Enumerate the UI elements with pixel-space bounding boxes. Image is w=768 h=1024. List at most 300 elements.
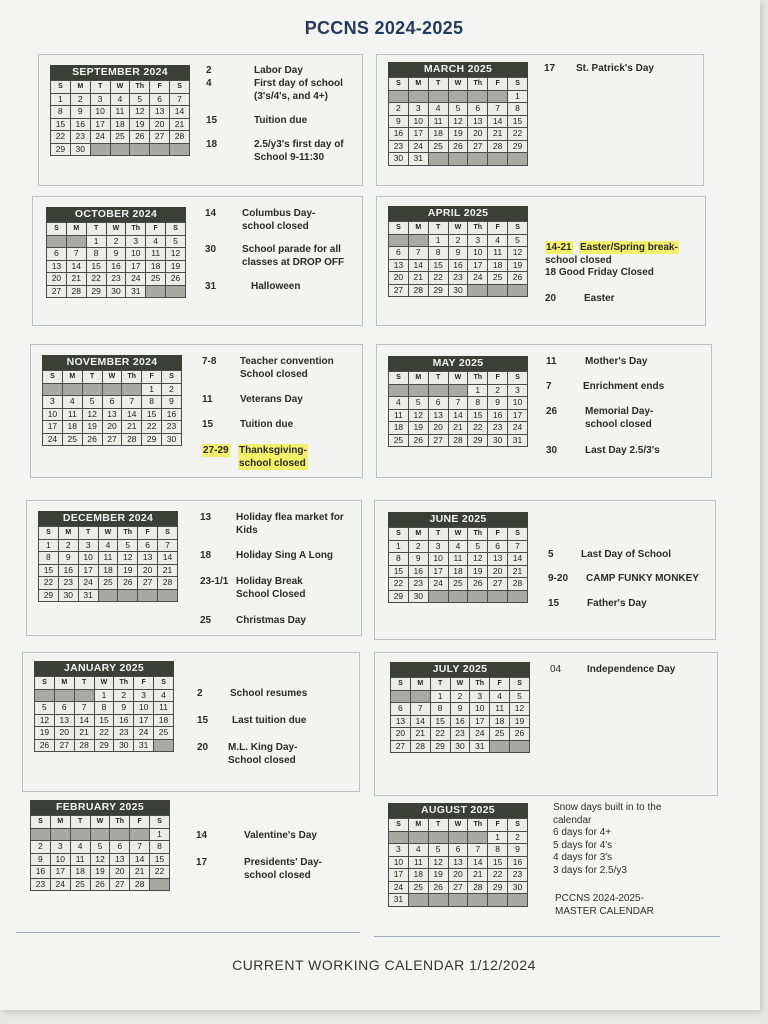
- day-cell: 13: [47, 260, 67, 273]
- day-cell: 18: [428, 128, 448, 141]
- day-cell: 7: [488, 103, 508, 116]
- day-cell: 11: [154, 702, 174, 715]
- day-cell: 14: [448, 409, 468, 422]
- day-cell: 22: [508, 128, 528, 141]
- day-cell: 17: [50, 866, 70, 879]
- day-cell: 16: [448, 259, 468, 272]
- day-cell: 14: [468, 856, 488, 869]
- event-item: 20 M.L. King Day- School closed: [197, 742, 298, 766]
- day-cell: 5: [468, 540, 488, 553]
- day-cell: 12: [428, 856, 448, 869]
- month-calendar: [30, 800, 170, 891]
- weekday-header: M: [408, 528, 428, 541]
- empty-day-cell: [130, 828, 150, 841]
- empty-day-cell: [488, 153, 508, 166]
- weekday-header: M: [70, 81, 90, 94]
- weekday-header: S: [31, 816, 51, 829]
- day-cell: 24: [50, 878, 70, 891]
- day-cell: 31: [134, 739, 154, 752]
- month-calendar: [388, 62, 528, 166]
- month-grid: [30, 815, 170, 891]
- day-cell: 6: [138, 539, 158, 552]
- day-cell: 25: [110, 131, 130, 144]
- weekday-header: M: [50, 816, 70, 829]
- day-cell: 26: [468, 578, 488, 591]
- day-cell: 2: [58, 539, 78, 552]
- weekday-header: S: [508, 819, 528, 832]
- day-cell: 21: [158, 564, 178, 577]
- day-cell: 2: [508, 831, 528, 844]
- day-cell: 14: [66, 260, 86, 273]
- day-cell: 5: [166, 235, 186, 248]
- day-cell: 22: [430, 728, 450, 741]
- day-cell: 28: [122, 433, 142, 446]
- day-cell: 17: [78, 564, 98, 577]
- day-cell: 18: [70, 866, 90, 879]
- empty-day-cell: [428, 153, 448, 166]
- day-cell: 22: [86, 273, 106, 286]
- month-grid: [388, 221, 528, 297]
- day-cell: 13: [110, 853, 130, 866]
- empty-day-cell: [118, 589, 138, 602]
- empty-day-cell: [50, 828, 70, 841]
- day-cell: 11: [490, 703, 510, 716]
- day-cell: 23: [70, 131, 90, 144]
- day-cell: 12: [468, 553, 488, 566]
- weekday-header: F: [488, 528, 508, 541]
- day-cell: 19: [468, 565, 488, 578]
- day-cell: 22: [389, 578, 409, 591]
- day-cell: 17: [428, 565, 448, 578]
- day-cell: 8: [430, 703, 450, 716]
- day-cell: 24: [90, 131, 110, 144]
- day-cell: 10: [43, 408, 63, 421]
- day-cell: 19: [82, 421, 102, 434]
- day-cell: 17: [408, 128, 428, 141]
- day-cell: 4: [389, 397, 409, 410]
- empty-day-cell: [468, 284, 488, 297]
- day-cell: 14: [410, 715, 430, 728]
- day-cell: 20: [138, 564, 158, 577]
- day-cell: 14: [170, 106, 190, 119]
- empty-day-cell: [508, 590, 528, 603]
- day-cell: 7: [410, 703, 430, 716]
- day-cell: 7: [74, 702, 94, 715]
- day-cell: 10: [428, 553, 448, 566]
- day-cell: 24: [408, 140, 428, 153]
- day-cell: 1: [488, 831, 508, 844]
- weekday-header: Th: [468, 78, 488, 91]
- calendar-page: PCCNS 2024-2025 SEPTEMBER 2024 S M T W Th F S 1 2 3 4 5 6 7 8 9 10 11 12 13 14 15 16 17 18 19 20 21 22 23 24 25 26 27 28 29 30 OCTOBER 2024 S M T W Th F S 1 2 3 4 5 6 7 8 9 10 11 12 13 14 15 16 17 18 19 20 21 22 23 24 25 26 27 28 29 30 31 NOVEMBER 2024 S M T W Th F S 1 2 3 4 5 6 7 8 9 10 11 12 13 14 15 16 17 18 19 20 21 22 23 24 25 26 27 28 29 30 DECEMBER 2024 S M T W Th F S 1 2 3 4 5 6 7 8 9 10 11 12 13 14 15 16 17 18 19 20 21 22 23 24 25 26 27 28 29 30 31 JANUARY 2025 S M T W Th F S 1 2 3 4 5 6 7 8 9 10 11 12 13 14 15 16 17 18 19 20 21 22 23 24 25 26 27 28 29 30 31 FEBRUARY 2025 S M T W Th F S 1 2 3 4 5 6 7 8 9 10 11 12 13 14 15 16 17 18 19 20 21 22 23 24 25 26 27 28 MARCH 2025 S M T W Th F S 1 2 3 4 5 6 7 8 9 10 11 12 13 14 15 16 17 18 19 20 21 22 23 24 25 26 27 28 29 30 31 APRIL 2025 S M T W Th F S 1 2 3 4 5 6 7 8 9 10 11 12 13 14 15 16 17 18 19 20 21 22 23 24 25 26 27 28 29 30 MAY 2025 S M T W Th F S 1 2 3 4 5 6 7 8 9 10 11 12 13 14 15 16 17 18 19 20 21 22 23 24 25 26 27 28 29 30 31 JUNE 2025 S M T W Th F S 1 2 3 4 5 6 7 8 9 10 11 12 13 14 15 16 17 18 19 20 21 22 23 24 25 26 27 28 29 30 JULY 2025 S M T W Th F S 1 2 3 4 5 6 7 8 9 10 11 12 13 14 15 16 17 18 19 20 21 22 23 24 25 26 27 28 29 30 31 AUGUST 2025 S M T W Th F S 1 2 3 4 5 6 7 8 9 10 11 12 13 14 15 16 17 18 19 20 21 22 23 24 25 26 27 28 29 30 31 2 Labor Day 4 First day of school (3's/4's, and 4+) 15 Tuition due 18 2.5/y3's first day of School 9-11:30 14 Columbus Day- school closed 30 School parade for all classes at DROP OFF 31 Halloween 7-8 Teacher convention School closed 11 Veterans Day 15 Tuition due 27-29 Thanksgiving- school closed 13 Holiday flea market for Kids 18 Holiday Sing A Long 23-1/1 Holiday Break School Closed 25 Christmas Day 2 School resumes 15 Last tuition due 20 M.L. King Day- School closed 14 Valentine's Day 17 Presidents' Day- school closed 17 St. Patrick's Day 14-21 Easter/Spring break- school closed 18 Good Friday Closed 20 Easter 11 Mother's Day 7 Enrichment ends 26 Memorial Day- school closed 30 Last Day 2.5/3's 5 Last Day of School 9-20 CAMP FUNKY MONKEY 15 Father's Day 04 Independence Day Snow days built in to the calendar 6 days for 4+ 5 days for 4's 4 days for 3's 3 days for 2.5/y3 PCCNS 2024-2025- MASTER CALENDAR CURRENT WORKING CALENDAR 1/12/2024: [0, 0, 760, 1010]
- day-cell: 12: [90, 853, 110, 866]
- empty-day-cell: [488, 284, 508, 297]
- day-cell: 2: [106, 235, 126, 248]
- weekday-header: F: [134, 677, 154, 690]
- day-cell: 19: [90, 866, 110, 879]
- empty-day-cell: [146, 285, 166, 298]
- day-cell: 24: [78, 577, 98, 590]
- day-cell: 17: [508, 409, 528, 422]
- day-cell: 5: [510, 690, 530, 703]
- weekday-header: T: [74, 677, 94, 690]
- month-grid: [46, 222, 186, 298]
- day-cell: 22: [51, 131, 71, 144]
- weekday-header: W: [450, 678, 470, 691]
- month-title: AUGUST 2025: [388, 803, 528, 818]
- day-cell: 27: [150, 131, 170, 144]
- weekday-header: M: [66, 223, 86, 236]
- day-cell: 4: [408, 844, 428, 857]
- empty-day-cell: [389, 384, 409, 397]
- weekday-header: S: [51, 81, 71, 94]
- day-cell: 28: [410, 740, 430, 753]
- empty-day-cell: [31, 828, 51, 841]
- day-cell: 24: [389, 881, 409, 894]
- weekday-header: S: [391, 678, 411, 691]
- day-cell: 5: [90, 841, 110, 854]
- day-cell: 20: [488, 565, 508, 578]
- day-cell: 16: [508, 856, 528, 869]
- day-cell: 4: [146, 235, 166, 248]
- day-cell: 26: [510, 728, 530, 741]
- day-cell: 12: [508, 247, 528, 260]
- empty-day-cell: [448, 831, 468, 844]
- day-cell: 23: [508, 869, 528, 882]
- day-cell: 10: [408, 115, 428, 128]
- empty-day-cell: [410, 690, 430, 703]
- empty-day-cell: [150, 143, 170, 156]
- day-cell: 1: [94, 689, 114, 702]
- day-cell: 4: [490, 690, 510, 703]
- day-cell: 21: [130, 866, 150, 879]
- day-cell: 17: [389, 869, 409, 882]
- day-cell: 3: [50, 841, 70, 854]
- weekday-header: M: [408, 78, 428, 91]
- weekday-header: F: [488, 222, 508, 235]
- day-cell: 6: [150, 93, 170, 106]
- month-title: DECEMBER 2024: [38, 511, 178, 526]
- empty-day-cell: [62, 383, 82, 396]
- month-title: NOVEMBER 2024: [42, 355, 182, 370]
- day-cell: 31: [508, 434, 528, 447]
- event-item: 26 Memorial Day- school closed: [546, 406, 654, 430]
- day-cell: 5: [118, 539, 138, 552]
- weekday-header: M: [408, 819, 428, 832]
- day-cell: 3: [134, 689, 154, 702]
- day-cell: 15: [468, 409, 488, 422]
- day-cell: 1: [39, 539, 59, 552]
- weekday-header: T: [428, 78, 448, 91]
- empty-day-cell: [170, 143, 190, 156]
- day-cell: 23: [162, 421, 182, 434]
- day-cell: 8: [508, 103, 528, 116]
- day-cell: 21: [410, 728, 430, 741]
- day-cell: 29: [508, 140, 528, 153]
- day-cell: 28: [170, 131, 190, 144]
- day-cell: 5: [508, 234, 528, 247]
- weekday-header: T: [428, 372, 448, 385]
- month-calendar: [50, 65, 190, 156]
- day-cell: 26: [448, 140, 468, 153]
- day-cell: 23: [450, 728, 470, 741]
- month-title: SEPTEMBER 2024: [50, 65, 190, 80]
- empty-day-cell: [110, 143, 130, 156]
- day-cell: 25: [408, 881, 428, 894]
- page-title: PCCNS 2024-2025: [304, 18, 464, 38]
- day-cell: 25: [488, 272, 508, 285]
- day-cell: 9: [408, 553, 428, 566]
- empty-day-cell: [391, 690, 411, 703]
- day-cell: 15: [94, 714, 114, 727]
- day-cell: 18: [98, 564, 118, 577]
- event-item: 17 Presidents' Day- school closed: [196, 857, 322, 881]
- day-cell: 24: [126, 273, 146, 286]
- day-cell: 23: [448, 272, 468, 285]
- day-cell: 28: [408, 284, 428, 297]
- empty-day-cell: [98, 589, 118, 602]
- day-cell: 4: [70, 841, 90, 854]
- month-calendar: [46, 207, 186, 298]
- day-cell: 1: [430, 690, 450, 703]
- day-cell: 4: [448, 540, 468, 553]
- day-cell: 30: [162, 433, 182, 446]
- day-cell: 9: [106, 248, 126, 261]
- empty-day-cell: [468, 590, 488, 603]
- day-cell: 23: [488, 422, 508, 435]
- day-cell: 31: [126, 285, 146, 298]
- empty-day-cell: [488, 590, 508, 603]
- day-cell: 2: [450, 690, 470, 703]
- day-cell: 13: [138, 552, 158, 565]
- day-cell: 17: [126, 260, 146, 273]
- month-calendar: [388, 356, 528, 447]
- month-grid: [388, 77, 528, 166]
- day-cell: 15: [150, 853, 170, 866]
- empty-day-cell: [448, 384, 468, 397]
- weekday-header: S: [166, 223, 186, 236]
- day-cell: 19: [428, 869, 448, 882]
- day-cell: 10: [508, 397, 528, 410]
- event-item: 13 Holiday flea market for Kids: [200, 512, 344, 536]
- day-cell: 22: [94, 727, 114, 740]
- day-cell: 7: [130, 841, 150, 854]
- day-cell: 2: [162, 383, 182, 396]
- day-cell: 9: [488, 397, 508, 410]
- day-cell: 2: [389, 103, 409, 116]
- month-title: APRIL 2025: [388, 206, 528, 221]
- day-cell: 16: [450, 715, 470, 728]
- month-calendar: [42, 355, 182, 446]
- empty-day-cell: [408, 90, 428, 103]
- weekday-header: M: [410, 678, 430, 691]
- day-cell: 7: [122, 396, 142, 409]
- weekday-header: Th: [468, 819, 488, 832]
- day-cell: 9: [31, 853, 51, 866]
- weekday-header: S: [389, 528, 409, 541]
- weekday-header: Th: [130, 81, 150, 94]
- day-cell: 1: [142, 383, 162, 396]
- day-cell: 2: [408, 540, 428, 553]
- weekday-header: W: [98, 527, 118, 540]
- day-cell: 13: [428, 409, 448, 422]
- weekday-header: T: [430, 678, 450, 691]
- day-cell: 12: [118, 552, 138, 565]
- day-cell: 3: [126, 235, 146, 248]
- weekday-header: Th: [110, 816, 130, 829]
- weekday-header: M: [54, 677, 74, 690]
- weekday-header: F: [130, 816, 150, 829]
- day-cell: 15: [428, 259, 448, 272]
- day-cell: 26: [130, 131, 150, 144]
- day-cell: 3: [428, 540, 448, 553]
- day-cell: 11: [70, 853, 90, 866]
- day-cell: 25: [448, 578, 468, 591]
- day-cell: 8: [389, 553, 409, 566]
- day-cell: 20: [448, 869, 468, 882]
- day-cell: 18: [146, 260, 166, 273]
- event-item: 14 Columbus Day- school closed: [205, 208, 316, 232]
- weekday-header: W: [448, 222, 468, 235]
- empty-day-cell: [508, 284, 528, 297]
- day-cell: 1: [150, 828, 170, 841]
- day-cell: 27: [138, 577, 158, 590]
- weekday-header: S: [389, 372, 409, 385]
- day-cell: 25: [154, 727, 174, 740]
- weekday-header: F: [138, 527, 158, 540]
- day-cell: 25: [428, 140, 448, 153]
- weekday-header: W: [106, 223, 126, 236]
- day-cell: 8: [428, 247, 448, 260]
- day-cell: 12: [82, 408, 102, 421]
- day-cell: 3: [470, 690, 490, 703]
- empty-day-cell: [389, 90, 409, 103]
- day-cell: 16: [162, 408, 182, 421]
- day-cell: 6: [448, 844, 468, 857]
- day-cell: 16: [58, 564, 78, 577]
- day-cell: 1: [468, 384, 488, 397]
- day-cell: 29: [428, 284, 448, 297]
- day-cell: 24: [508, 422, 528, 435]
- day-cell: 8: [39, 552, 59, 565]
- day-cell: 16: [106, 260, 126, 273]
- day-cell: 11: [62, 408, 82, 421]
- day-cell: 20: [110, 866, 130, 879]
- day-cell: 19: [510, 715, 530, 728]
- day-cell: 25: [98, 577, 118, 590]
- month-grid: [42, 370, 182, 446]
- weekday-header: T: [70, 816, 90, 829]
- day-cell: 5: [35, 702, 55, 715]
- event-item: 23-1/1 Holiday Break School Closed: [200, 576, 306, 600]
- weekday-header: Th: [122, 371, 142, 384]
- day-cell: 8: [51, 106, 71, 119]
- empty-day-cell: [122, 383, 142, 396]
- day-cell: 20: [389, 272, 409, 285]
- day-cell: 2: [488, 384, 508, 397]
- weekday-header: F: [488, 78, 508, 91]
- day-cell: 6: [428, 397, 448, 410]
- weekday-header: S: [389, 78, 409, 91]
- day-cell: 28: [488, 140, 508, 153]
- weekday-header: Th: [126, 223, 146, 236]
- day-cell: 21: [488, 128, 508, 141]
- day-cell: 2: [114, 689, 134, 702]
- weekday-header: T: [82, 371, 102, 384]
- day-cell: 14: [122, 408, 142, 421]
- day-cell: 27: [468, 140, 488, 153]
- day-cell: 19: [35, 727, 55, 740]
- day-cell: 15: [86, 260, 106, 273]
- month-calendar: [388, 512, 528, 603]
- day-cell: 5: [408, 397, 428, 410]
- day-cell: 22: [488, 869, 508, 882]
- day-cell: 9: [450, 703, 470, 716]
- day-cell: 4: [154, 689, 174, 702]
- day-cell: 31: [389, 894, 409, 907]
- day-cell: 22: [428, 272, 448, 285]
- day-cell: 6: [110, 841, 130, 854]
- day-cell: 30: [488, 434, 508, 447]
- day-cell: 4: [488, 234, 508, 247]
- day-cell: 3: [90, 93, 110, 106]
- day-cell: 30: [58, 589, 78, 602]
- day-cell: 18: [490, 715, 510, 728]
- day-cell: 9: [389, 115, 409, 128]
- empty-day-cell: [154, 739, 174, 752]
- day-cell: 19: [130, 118, 150, 131]
- day-cell: 12: [35, 714, 55, 727]
- day-cell: 27: [391, 740, 411, 753]
- empty-day-cell: [47, 235, 67, 248]
- day-cell: 11: [428, 115, 448, 128]
- weekday-header: W: [94, 677, 114, 690]
- weekday-header: T: [428, 819, 448, 832]
- snow-days-note: Snow days built in to the calendar 6 days for 4+ 5 days for 4's 4 days for 3's 3 days for 2.5/y3: [553, 802, 662, 876]
- empty-day-cell: [74, 689, 94, 702]
- month-calendar: [38, 511, 178, 602]
- weekday-header: Th: [468, 372, 488, 385]
- bottom-rule-right: [374, 936, 720, 937]
- day-cell: 6: [54, 702, 74, 715]
- day-cell: 29: [86, 285, 106, 298]
- day-cell: 11: [98, 552, 118, 565]
- day-cell: 4: [428, 103, 448, 116]
- day-cell: 17: [134, 714, 154, 727]
- day-cell: 27: [47, 285, 67, 298]
- day-cell: 4: [62, 396, 82, 409]
- day-cell: 25: [62, 433, 82, 446]
- empty-day-cell: [35, 689, 55, 702]
- day-cell: 4: [98, 539, 118, 552]
- day-cell: 13: [468, 115, 488, 128]
- day-cell: 29: [488, 881, 508, 894]
- day-cell: 18: [408, 869, 428, 882]
- day-cell: 6: [47, 248, 67, 261]
- day-cell: 9: [448, 247, 468, 260]
- day-cell: 20: [47, 273, 67, 286]
- day-cell: 25: [70, 878, 90, 891]
- event-item: 30 School parade for all classes at DROP OFF: [205, 244, 345, 268]
- month-title: OCTOBER 2024: [46, 207, 186, 222]
- weekday-header: T: [428, 528, 448, 541]
- day-cell: 22: [39, 577, 59, 590]
- weekday-header: M: [62, 371, 82, 384]
- empty-day-cell: [488, 90, 508, 103]
- day-cell: 19: [118, 564, 138, 577]
- event-item: 4 First day of school (3's/4's, and 4+): [206, 78, 343, 102]
- empty-day-cell: [508, 153, 528, 166]
- day-cell: 30: [389, 153, 409, 166]
